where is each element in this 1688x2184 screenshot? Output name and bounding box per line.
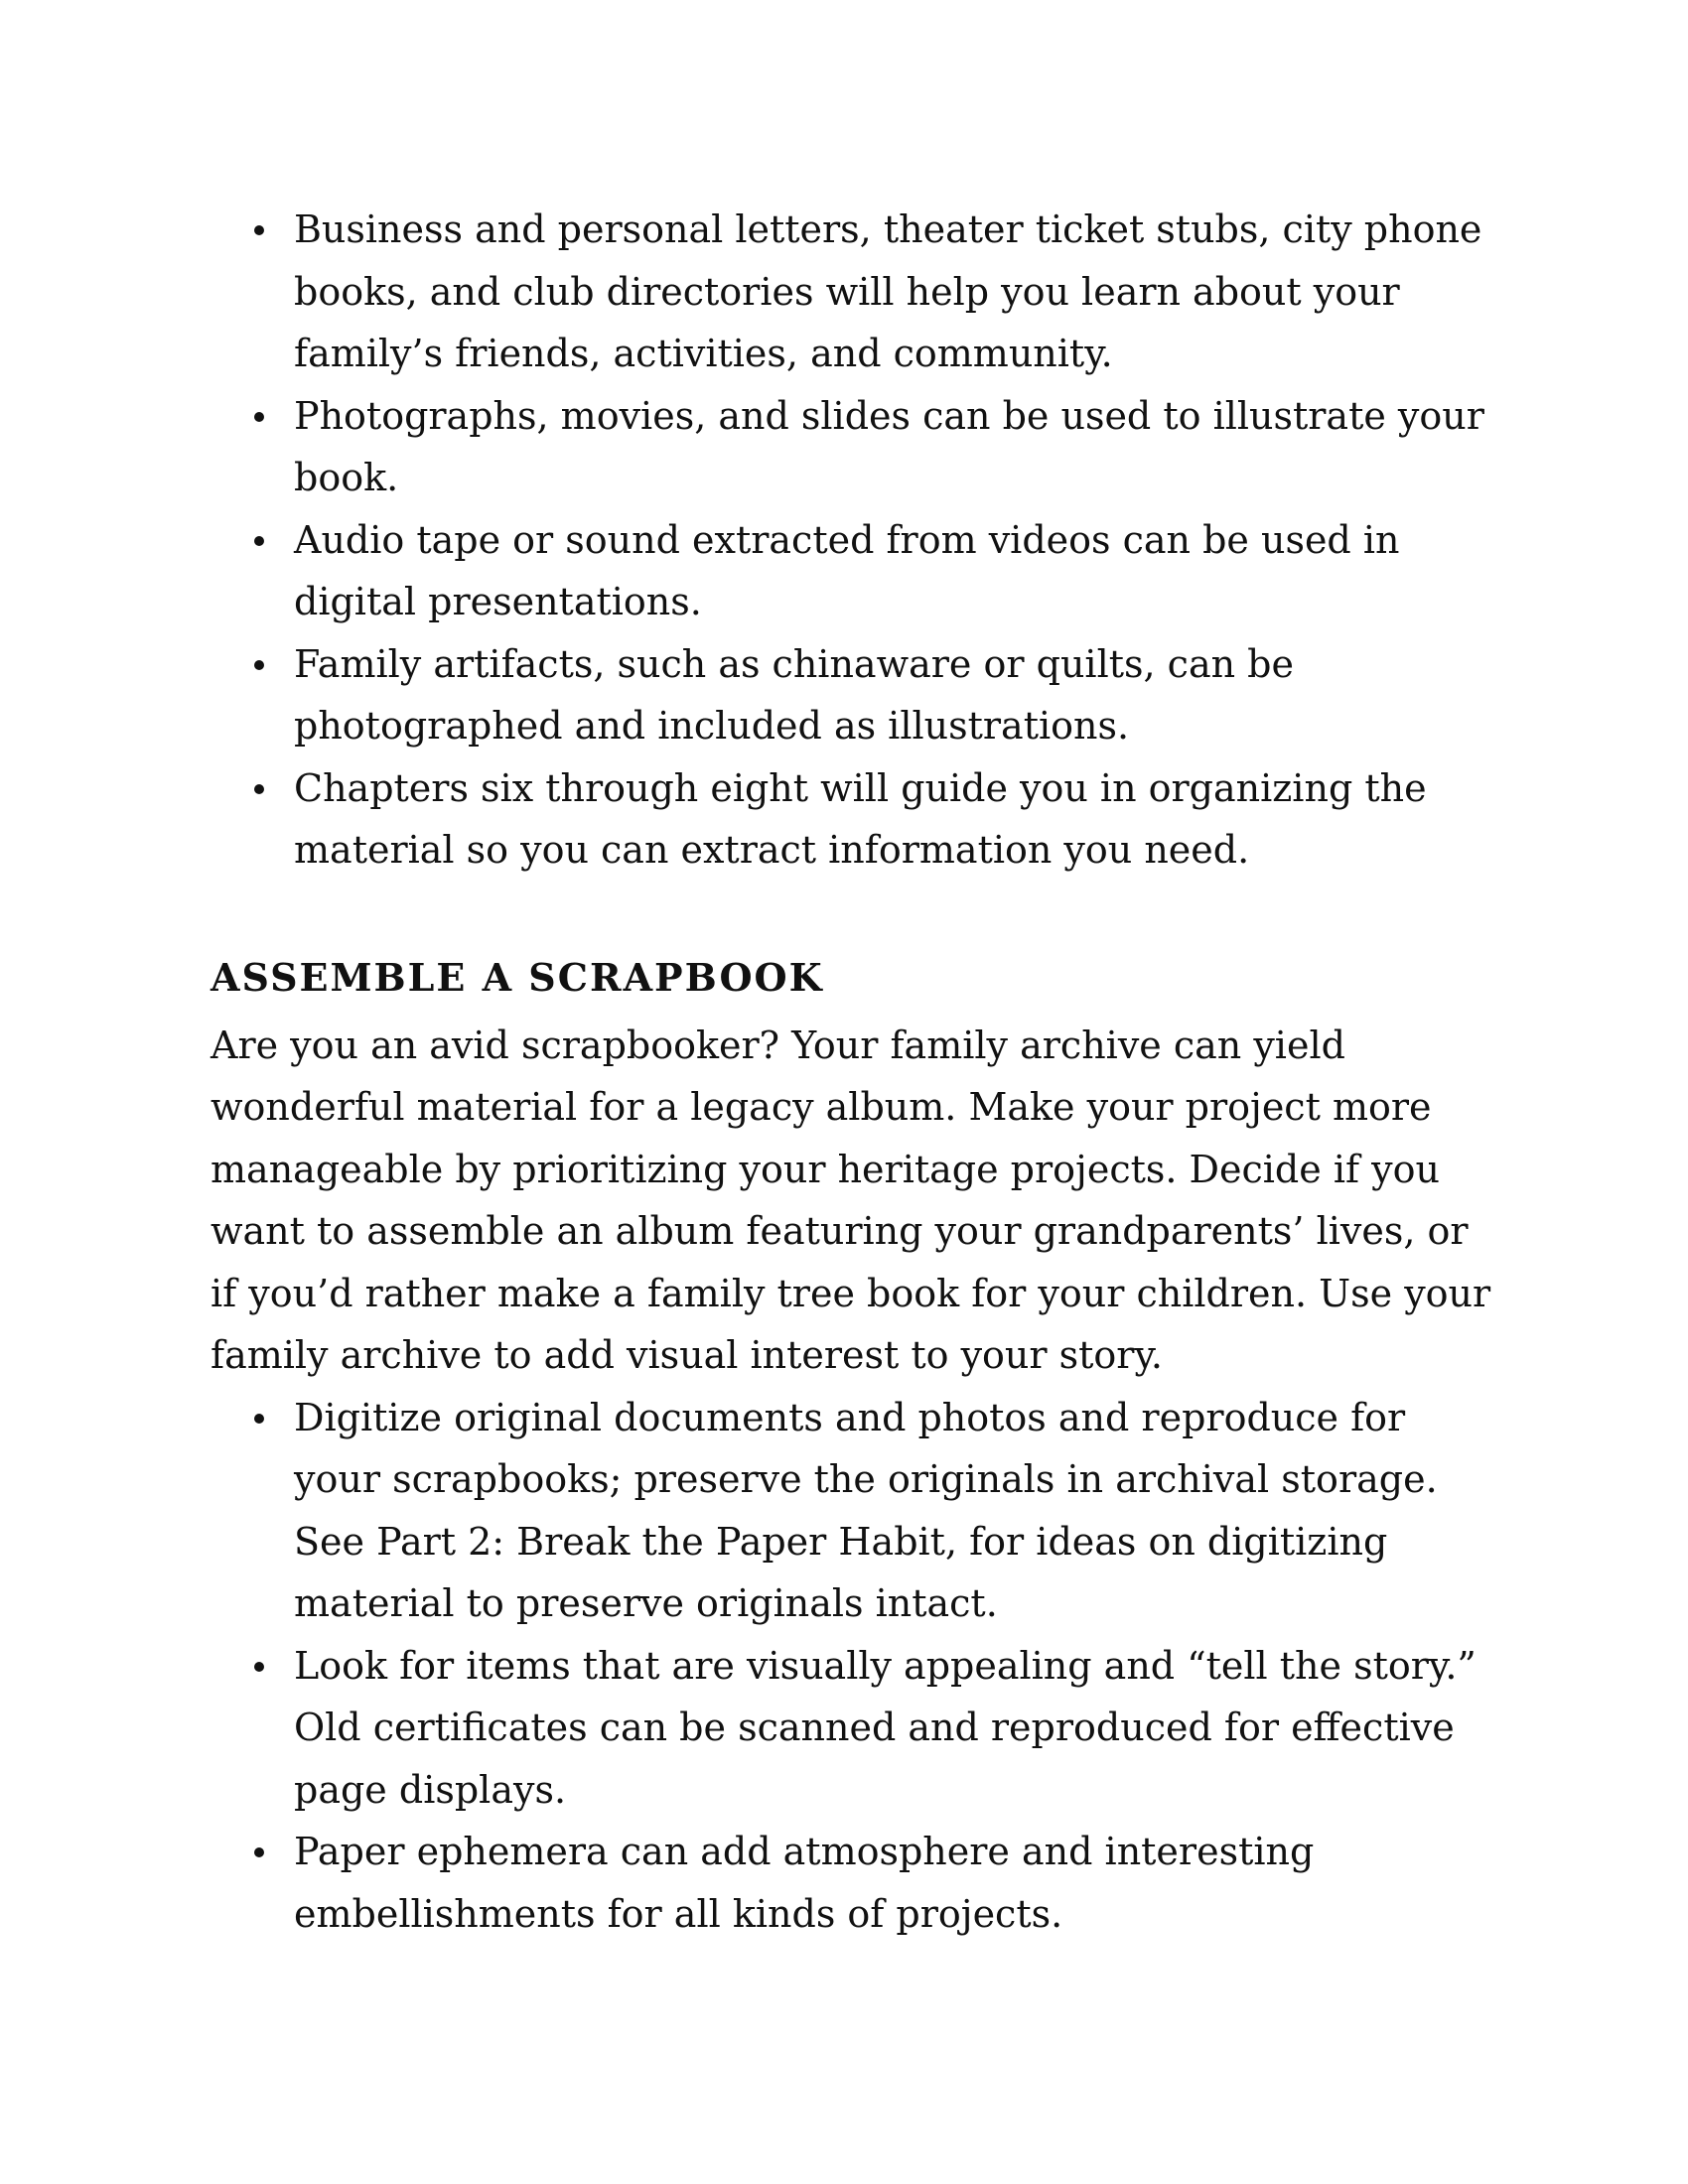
list-item bbox=[294, 1387, 1491, 1635]
list-item-text: Business and personal letters, theater ticket stubs, city phone books, and club directories will help you learn about your family’s friends, activities, and community. bbox=[294, 207, 1482, 375]
list-item bbox=[294, 1821, 1491, 1945]
list-item bbox=[294, 1635, 1491, 1822]
list-item-text: Look for items that are visually appealing and “tell the story.” Old certificates can be scanned and reproduced for effective page displays. bbox=[294, 1643, 1477, 1812]
list-item bbox=[294, 385, 1491, 509]
scrapbook-bullet-list bbox=[211, 1387, 1491, 1946]
section-paragraph: Are you an avid scrapbooker? Your family archive can yield wonderful material for a legacy album. Make your project more manageable by prioritizing your heritage projects. Decide if you want to assemble an album featuring your grandparents’ lives, or if you’d rather make a family tree book for your children. Use your family archive to add visual interest to your story. bbox=[211, 1023, 1491, 1377]
list-item-text: Family artifacts, such as chinaware or quilts, can be photographed and included as illustrations. bbox=[294, 641, 1294, 748]
list-item-text: Chapters six through eight will guide you in organizing the material so you can extract information you need. bbox=[294, 765, 1427, 872]
list-item bbox=[294, 199, 1491, 385]
list-item-text: Audio tape or sound extracted from videos can be used in digital presentations. bbox=[294, 517, 1400, 623]
resource-bullet-list bbox=[211, 199, 1491, 882]
list-item bbox=[294, 633, 1491, 757]
bullet-icon bbox=[254, 1662, 264, 1672]
section-heading: ASSEMBLE A SCRAPBOOK bbox=[211, 954, 824, 1000]
bullet-icon bbox=[254, 1847, 264, 1857]
list-item bbox=[294, 757, 1491, 882]
bullet-icon bbox=[254, 536, 264, 546]
list-item-text: Paper ephemera can add atmosphere and interesting embellishments for all kinds of projects. bbox=[294, 1830, 1315, 1936]
document-page bbox=[211, 199, 1491, 1945]
bullet-icon bbox=[254, 660, 264, 670]
list-item-text: Photographs, movies, and slides can be used to illustrate your book. bbox=[294, 393, 1484, 499]
bullet-icon bbox=[254, 1414, 264, 1424]
bullet-icon bbox=[254, 784, 264, 794]
list-item-text: Digitize original documents and photos and reproduce for your scrapbooks; preserve the originals in archival storage. See Part 2: Break the Paper Habit, for ideas on digitizing material to preserve originals intact. bbox=[294, 1395, 1438, 1625]
list-item bbox=[294, 509, 1491, 633]
bullet-icon bbox=[254, 225, 264, 235]
bullet-icon bbox=[254, 412, 264, 422]
